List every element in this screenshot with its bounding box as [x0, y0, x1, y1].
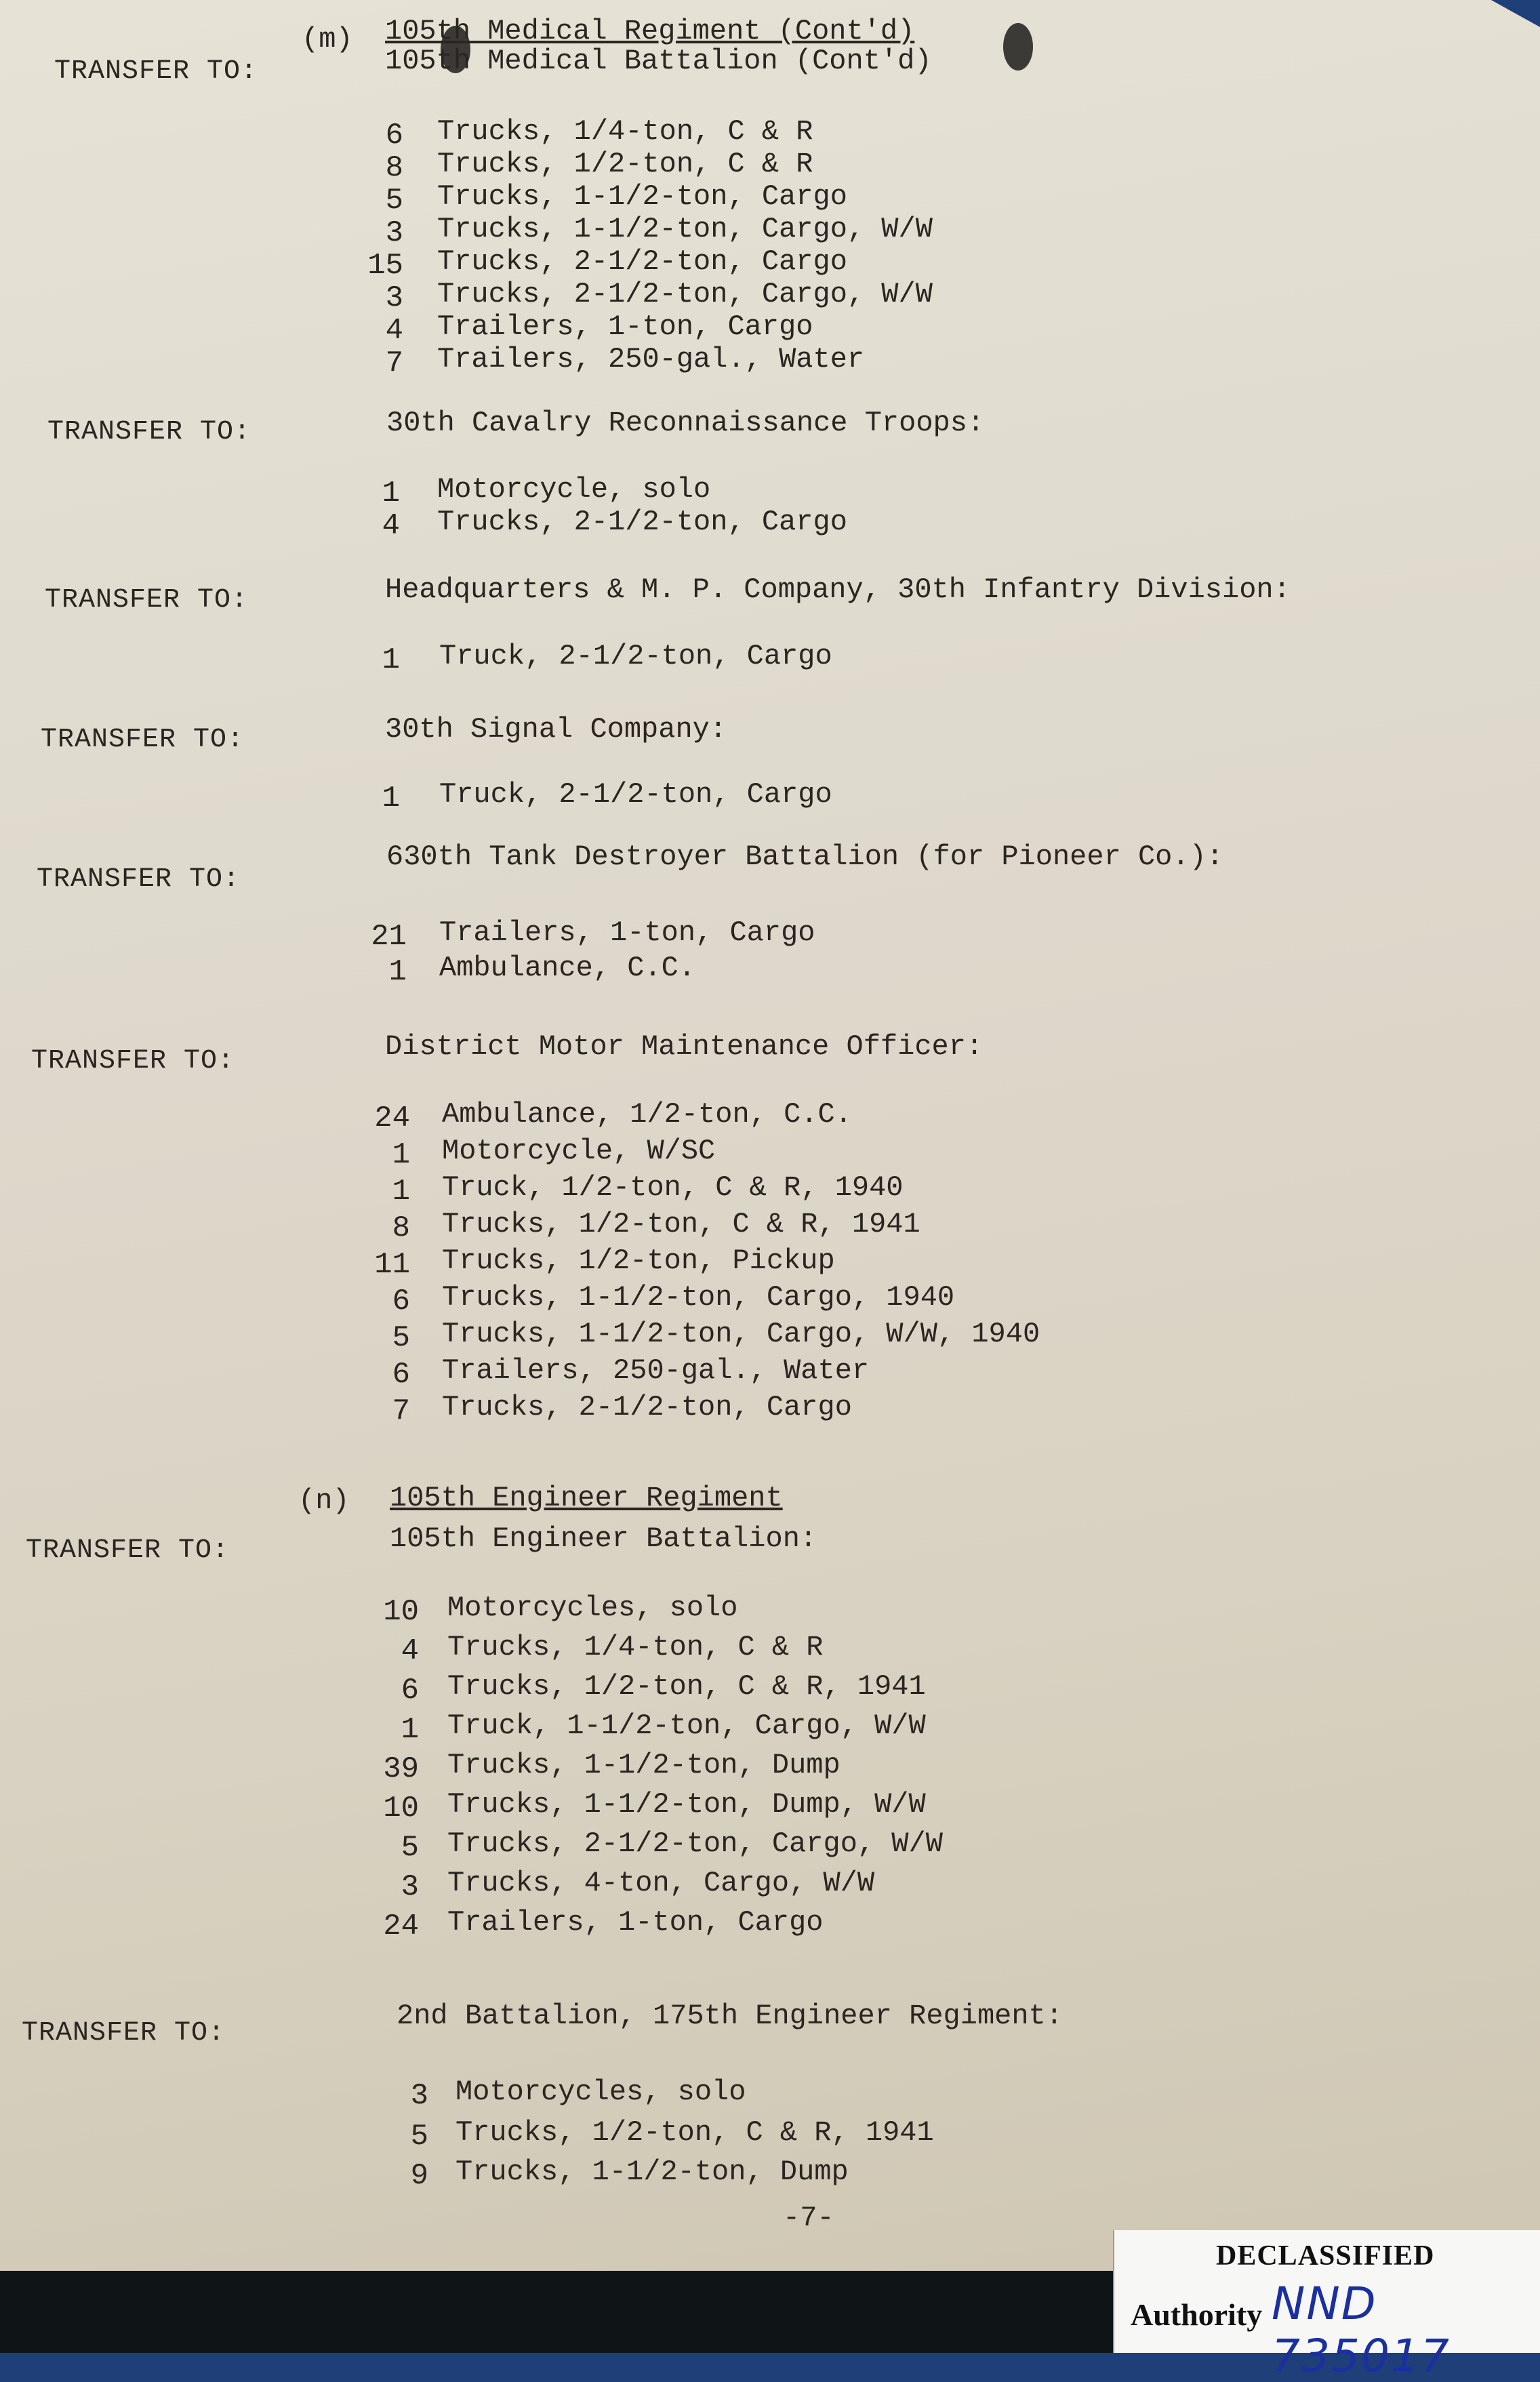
item-description: Motorcycles, solo: [455, 2076, 746, 2108]
item-description: Trucks, 1/4-ton, C & R: [447, 1631, 824, 1663]
item-description: Trucks, 1/2-ton, C & R, 1941: [447, 1670, 926, 1703]
item-description: Motorcycle, solo: [437, 473, 711, 506]
item-quantity: 3: [385, 216, 403, 250]
item-quantity: 3: [385, 281, 403, 315]
item-quantity: 5: [385, 184, 403, 218]
item-quantity: 6: [392, 1358, 410, 1392]
item-quantity: 1: [388, 955, 407, 989]
transfer-destination: Headquarters & M. P. Company, 30th Infantry Division:: [385, 573, 1291, 606]
item-description: Truck, 1-1/2-ton, Cargo, W/W: [447, 1710, 926, 1742]
item-description: Trailers, 1-ton, Cargo: [437, 310, 813, 343]
transfer-label: TRANSFER TO:: [37, 864, 241, 895]
item-description: Ambulance, 1/2-ton, C.C.: [442, 1098, 852, 1131]
transfer-destination: 30th Signal Company:: [385, 713, 727, 746]
item-description: Trucks, 1-1/2-ton, Cargo, W/W: [437, 213, 933, 245]
item-quantity: 1: [382, 782, 400, 815]
item-quantity: 7: [392, 1394, 410, 1428]
item-quantity: 8: [385, 151, 403, 185]
item-description: Trucks, 1/2-ton, C & R: [437, 148, 813, 180]
transfer-label: TRANSFER TO:: [47, 417, 251, 447]
item-description: Truck, 1/2-ton, C & R, 1940: [442, 1171, 904, 1204]
item-quantity: 8: [392, 1211, 410, 1245]
item-quantity: 9: [410, 2159, 428, 2193]
item-description: Motorcycles, solo: [447, 1592, 738, 1624]
item-quantity: 4: [385, 314, 403, 348]
item-quantity: 10: [383, 1595, 419, 1629]
item-description: Trailers, 250-gal., Water: [442, 1354, 870, 1387]
stamp-authority-label: Authority: [1131, 2297, 1263, 2332]
item-quantity: 5: [392, 1321, 410, 1355]
item-description: Trucks, 4-ton, Cargo, W/W: [447, 1867, 875, 1899]
item-description: Trucks, 2-1/2-ton, Cargo: [442, 1391, 852, 1424]
transfer-label: TRANSFER TO:: [31, 1046, 235, 1076]
item-quantity: 10: [383, 1792, 419, 1825]
transfer-label: TRANSFER TO:: [54, 56, 258, 87]
item-description: Truck, 2-1/2-ton, Cargo: [439, 640, 832, 672]
declassified-stamp: [1113, 2230, 1540, 2382]
item-description: Trucks, 1/2-ton, C & R, 1941: [455, 2116, 934, 2149]
item-description: Trucks, 2-1/2-ton, Cargo: [437, 506, 847, 538]
item-description: Trucks, 1-1/2-ton, Dump: [455, 2156, 849, 2188]
item-quantity: 3: [401, 1870, 419, 1904]
section-marker: (n): [298, 1485, 350, 1517]
item-quantity: 6: [401, 1674, 419, 1708]
item-quantity: 6: [385, 119, 403, 153]
item-description: Trucks, 2-1/2-ton, Cargo: [437, 245, 847, 278]
item-description: Trailers, 250-gal., Water: [437, 343, 865, 376]
transfer-destination: 2nd Battalion, 175th Engineer Regiment:: [397, 2000, 1063, 2032]
item-quantity: 24: [374, 1102, 410, 1135]
page-number: -7-: [783, 2202, 834, 2234]
item-quantity: 1: [392, 1138, 410, 1172]
item-quantity: 15: [367, 249, 403, 283]
item-quantity: 7: [385, 346, 403, 380]
unit-old-name: 105th Medical Regiment (Cont'd): [385, 15, 915, 47]
item-description: Ambulance, C.C.: [439, 952, 696, 984]
item-quantity: 1: [392, 1175, 410, 1209]
item-quantity: 5: [401, 1831, 419, 1865]
item-quantity: 4: [401, 1634, 419, 1668]
item-description: Trucks, 1-1/2-ton, Cargo: [437, 180, 847, 213]
transfer-label: TRANSFER TO:: [41, 725, 245, 755]
item-quantity: 24: [383, 1910, 419, 1943]
item-description: Truck, 2-1/2-ton, Cargo: [439, 778, 832, 811]
transfer-label: TRANSFER TO:: [45, 585, 249, 615]
item-description: Motorcycle, W/SC: [442, 1135, 716, 1167]
section-marker: (m): [302, 23, 353, 56]
item-description: Trucks, 1-1/2-ton, Cargo, W/W, 1940: [442, 1318, 1040, 1350]
stamp-authority-number: NND 735017: [1272, 2278, 1451, 2382]
item-description: Trailers, 1-ton, Cargo: [447, 1906, 824, 1939]
punch-hole-right: [1003, 23, 1033, 70]
item-quantity: 39: [383, 1752, 419, 1786]
unit-old-name: 105th Engineer Regiment: [390, 1482, 783, 1514]
transfer-destination: 30th Cavalry Reconnaissance Troops:: [386, 407, 985, 439]
item-quantity: 1: [382, 477, 400, 510]
item-quantity: 1: [382, 643, 400, 677]
transfer-destination: District Motor Maintenance Officer:: [385, 1030, 984, 1063]
item-description: Trucks, 1/2-ton, C & R, 1941: [442, 1208, 920, 1240]
transfer-label: TRANSFER TO:: [26, 1535, 230, 1566]
item-quantity: 3: [410, 2079, 428, 2113]
item-description: Trucks, 1/4-ton, C & R: [437, 115, 813, 148]
stamp-title: DECLASSIFIED: [1216, 2240, 1435, 2272]
item-description: Trucks, 1-1/2-ton, Cargo, 1940: [442, 1281, 955, 1314]
item-description: Trucks, 1-1/2-ton, Dump, W/W: [447, 1788, 926, 1821]
item-quantity: 21: [371, 920, 407, 954]
item-quantity: 11: [374, 1248, 410, 1282]
item-description: Trucks, 2-1/2-ton, Cargo, W/W: [437, 278, 933, 310]
unit-new-name: 105th Medical Battalion (Cont'd): [385, 45, 932, 77]
item-quantity: 5: [410, 2120, 428, 2154]
transfer-destination: 105th Engineer Battalion:: [390, 1522, 817, 1555]
transfer-destination: 630th Tank Destroyer Battalion (for Pioneer Co.):: [386, 841, 1224, 873]
item-quantity: 6: [392, 1285, 410, 1318]
item-quantity: 1: [401, 1713, 419, 1747]
item-description: Trucks, 1/2-ton, Pickup: [442, 1245, 835, 1277]
item-quantity: 4: [382, 509, 400, 543]
item-description: Trucks, 1-1/2-ton, Dump: [447, 1749, 840, 1781]
item-description: Trucks, 2-1/2-ton, Cargo, W/W: [447, 1828, 943, 1860]
transfer-label: TRANSFER TO:: [22, 2018, 226, 2048]
item-description: Trailers, 1-ton, Cargo: [439, 916, 815, 949]
